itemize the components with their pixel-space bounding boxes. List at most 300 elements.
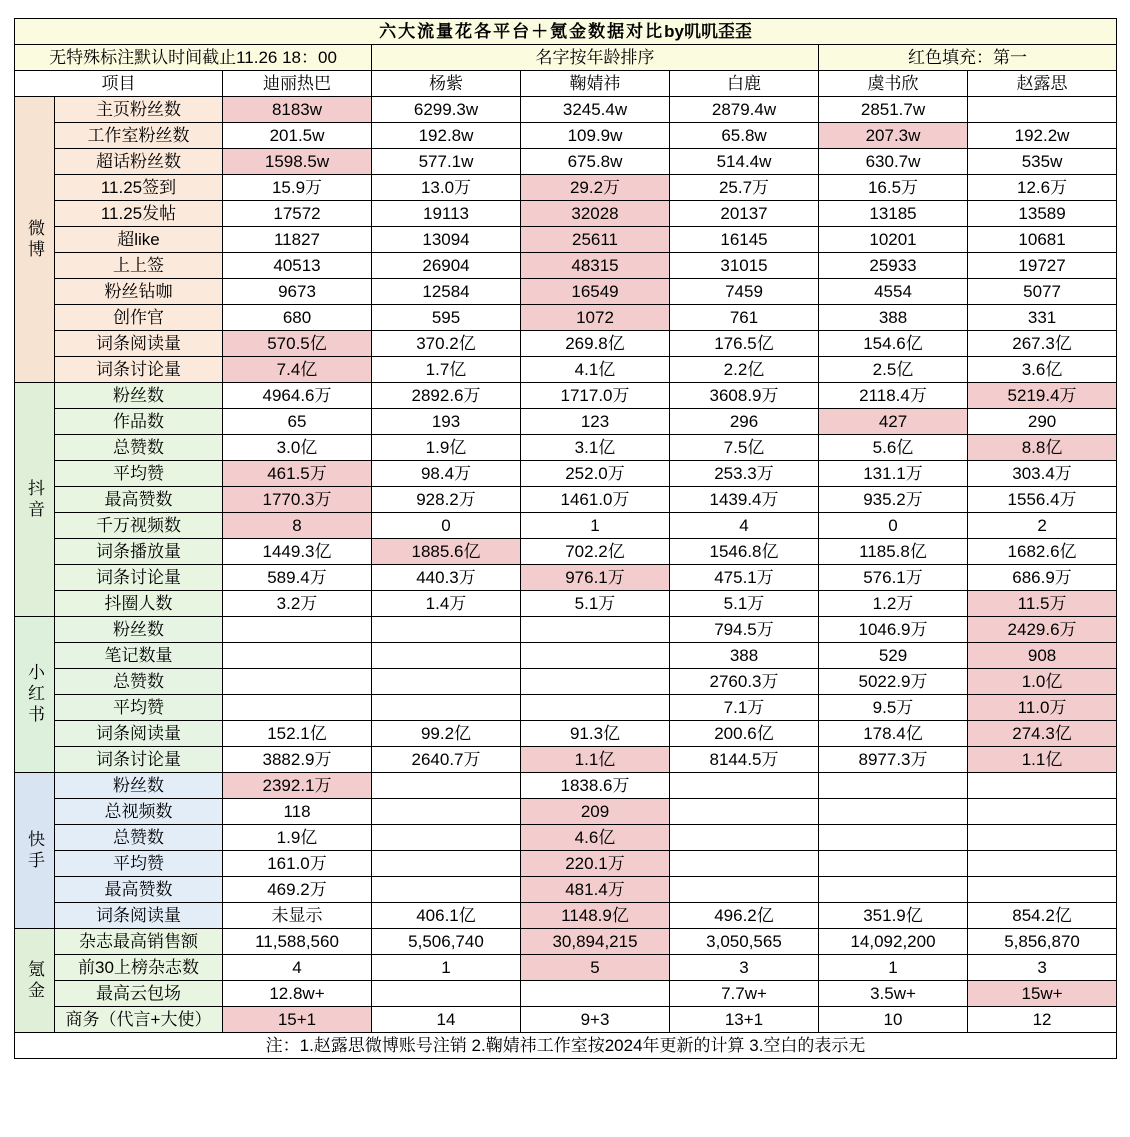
- cell-value: 1770.3万: [223, 487, 372, 513]
- row-item-label: 最高赞数: [55, 877, 223, 903]
- row-item-label: 总赞数: [55, 435, 223, 461]
- cell-value: 351.9亿: [819, 903, 968, 929]
- cell-value: 5.1万: [670, 591, 819, 617]
- cell-value: 496.2亿: [670, 903, 819, 929]
- row-item-label: 平均赞: [55, 461, 223, 487]
- group-label-4: 氪金: [15, 929, 55, 1033]
- cell-value: 201.5w: [223, 123, 372, 149]
- cell-value: 1: [372, 955, 521, 981]
- table-row: [15, 357, 1117, 383]
- cell-value: [819, 799, 968, 825]
- cell-value: [372, 695, 521, 721]
- cell-value: 630.7w: [819, 149, 968, 175]
- header-person-2: 鞠婧祎: [521, 71, 670, 97]
- cell-value: [670, 799, 819, 825]
- cell-value: 481.4万: [521, 877, 670, 903]
- cell-value: 1682.6亿: [968, 539, 1117, 565]
- cell-value: 1885.6亿: [372, 539, 521, 565]
- header-person-1: 杨紫: [372, 71, 521, 97]
- cell-value: 11,588,560: [223, 929, 372, 955]
- cell-value: 3.6亿: [968, 357, 1117, 383]
- cell-value: 1.7亿: [372, 357, 521, 383]
- cell-value: 4964.6万: [223, 383, 372, 409]
- cell-value: 1.0亿: [968, 669, 1117, 695]
- cell-value: 193: [372, 409, 521, 435]
- group-label-3: 快手: [15, 773, 55, 929]
- table-row: [15, 487, 1117, 513]
- cell-value: 589.4万: [223, 565, 372, 591]
- cell-value: 4: [670, 513, 819, 539]
- cell-value: 209: [521, 799, 670, 825]
- row-item-label: 商务（代言+大使）: [55, 1007, 223, 1033]
- cell-value: 1439.4万: [670, 487, 819, 513]
- group-label-1: 抖音: [15, 383, 55, 617]
- cell-value: [819, 851, 968, 877]
- cell-value: [968, 97, 1117, 123]
- cell-value: 13.0万: [372, 175, 521, 201]
- footer-note: 注：1.赵露思微博账号注销 2.鞠婧祎工作室按2024年更新的计算 3.空白的表示无: [15, 1033, 1117, 1059]
- comparison-table: [14, 18, 1117, 1059]
- row-item-label: 总视频数: [55, 799, 223, 825]
- cell-value: 5: [521, 955, 670, 981]
- table-row: [15, 227, 1117, 253]
- cell-value: [223, 669, 372, 695]
- cell-value: [372, 643, 521, 669]
- cell-value: 48315: [521, 253, 670, 279]
- cell-value: 98.4万: [372, 461, 521, 487]
- cell-value: 5022.9万: [819, 669, 968, 695]
- table-row: [15, 305, 1117, 331]
- cell-value: 15w+: [968, 981, 1117, 1007]
- cell-value: 427: [819, 409, 968, 435]
- cell-value: 4.1亿: [521, 357, 670, 383]
- cell-value: 91.3亿: [521, 721, 670, 747]
- row-item-label: 最高云包场: [55, 981, 223, 1007]
- table-row: [15, 981, 1117, 1007]
- row-item-label: 总赞数: [55, 669, 223, 695]
- table-row: [15, 201, 1117, 227]
- cell-value: 1838.6万: [521, 773, 670, 799]
- cell-value: 761: [670, 305, 819, 331]
- cell-value: 675.8w: [521, 149, 670, 175]
- cell-value: 1556.4万: [968, 487, 1117, 513]
- row-item-label: 笔记数量: [55, 643, 223, 669]
- cell-value: 2118.4万: [819, 383, 968, 409]
- cell-value: [521, 669, 670, 695]
- cell-value: 2640.7万: [372, 747, 521, 773]
- cell-value: 16549: [521, 279, 670, 305]
- cell-value: 296: [670, 409, 819, 435]
- row-item-label: 总赞数: [55, 825, 223, 851]
- cell-value: 65.8w: [670, 123, 819, 149]
- cell-value: 370.2亿: [372, 331, 521, 357]
- cell-value: 11827: [223, 227, 372, 253]
- table-row: [15, 331, 1117, 357]
- row-item-label: 平均赞: [55, 695, 223, 721]
- cell-value: 2.5亿: [819, 357, 968, 383]
- note-right: 红色填充：第一: [819, 45, 1117, 71]
- row-item-label: 11.25发帖: [55, 201, 223, 227]
- cell-value: 16145: [670, 227, 819, 253]
- table-row: [15, 799, 1117, 825]
- table-row: [15, 513, 1117, 539]
- cell-value: 1.9亿: [372, 435, 521, 461]
- cell-value: 40513: [223, 253, 372, 279]
- table-row: [15, 123, 1117, 149]
- cell-value: 577.1w: [372, 149, 521, 175]
- cell-value: 200.6亿: [670, 721, 819, 747]
- table-row: [15, 617, 1117, 643]
- table-row: [15, 253, 1117, 279]
- table-body: [15, 19, 1117, 1059]
- cell-value: 5,506,740: [372, 929, 521, 955]
- cell-value: 1: [819, 955, 968, 981]
- cell-value: 2892.6万: [372, 383, 521, 409]
- cell-value: [968, 799, 1117, 825]
- row-item-label: 粉丝钻咖: [55, 279, 223, 305]
- cell-value: 118: [223, 799, 372, 825]
- cell-value: 192.8w: [372, 123, 521, 149]
- footer-row: [15, 1033, 1117, 1059]
- table-row: [15, 695, 1117, 721]
- cell-value: 11.5万: [968, 591, 1117, 617]
- cell-value: 1148.9亿: [521, 903, 670, 929]
- cell-value: [223, 643, 372, 669]
- cell-value: 13094: [372, 227, 521, 253]
- row-item-label: 抖圈人数: [55, 591, 223, 617]
- cell-value: 5.6亿: [819, 435, 968, 461]
- table-row: [15, 383, 1117, 409]
- row-item-label: 作品数: [55, 409, 223, 435]
- table-row: [15, 539, 1117, 565]
- row-item-label: 最高赞数: [55, 487, 223, 513]
- row-item-label: 上上签: [55, 253, 223, 279]
- cell-value: 0: [819, 513, 968, 539]
- cell-value: 16.5万: [819, 175, 968, 201]
- cell-value: [372, 773, 521, 799]
- cell-value: [372, 617, 521, 643]
- cell-value: 207.3w: [819, 123, 968, 149]
- cell-value: [670, 877, 819, 903]
- cell-value: [968, 773, 1117, 799]
- cell-value: 123: [521, 409, 670, 435]
- row-item-label: 词条阅读量: [55, 331, 223, 357]
- cell-value: 未显示: [223, 903, 372, 929]
- row-item-label: 前30上榜杂志数: [55, 955, 223, 981]
- cell-value: 1598.5w: [223, 149, 372, 175]
- cell-value: 4.6亿: [521, 825, 670, 851]
- cell-value: [372, 981, 521, 1007]
- table-row: [15, 97, 1117, 123]
- cell-value: 9.5万: [819, 695, 968, 721]
- cell-value: 267.3亿: [968, 331, 1117, 357]
- cell-value: 461.5万: [223, 461, 372, 487]
- cell-value: 25933: [819, 253, 968, 279]
- header-person-4: 虞书欣: [819, 71, 968, 97]
- cell-value: 2879.4w: [670, 97, 819, 123]
- cell-value: 535w: [968, 149, 1117, 175]
- cell-value: 0: [372, 513, 521, 539]
- cell-value: 3: [670, 955, 819, 981]
- cell-value: 11.0万: [968, 695, 1117, 721]
- cell-value: 176.5亿: [670, 331, 819, 357]
- page-title: [15, 19, 1117, 45]
- row-item-label: 主页粉丝数: [55, 97, 223, 123]
- table-row: [15, 929, 1117, 955]
- cell-value: 7.4亿: [223, 357, 372, 383]
- cell-value: 5219.4万: [968, 383, 1117, 409]
- cell-value: 5.1万: [521, 591, 670, 617]
- table-row: [15, 851, 1117, 877]
- title-main: 六大流量花各平台＋氪金数据对比: [379, 22, 665, 41]
- row-item-label: 词条播放量: [55, 539, 223, 565]
- cell-value: 10681: [968, 227, 1117, 253]
- cell-value: 12584: [372, 279, 521, 305]
- cell-value: 65: [223, 409, 372, 435]
- cell-value: 3,050,565: [670, 929, 819, 955]
- cell-value: [670, 825, 819, 851]
- cell-value: [372, 851, 521, 877]
- cell-value: [968, 825, 1117, 851]
- group-label-0: 微博: [15, 97, 55, 383]
- cell-value: [521, 643, 670, 669]
- cell-value: 680: [223, 305, 372, 331]
- table-row: [15, 279, 1117, 305]
- cell-value: 178.4亿: [819, 721, 968, 747]
- cell-value: 388: [819, 305, 968, 331]
- header-person-0: 迪丽热巴: [223, 71, 372, 97]
- cell-value: [521, 617, 670, 643]
- header-person-3: 白鹿: [670, 71, 819, 97]
- cell-value: [521, 695, 670, 721]
- cell-value: 12: [968, 1007, 1117, 1033]
- cell-value: 2392.1万: [223, 773, 372, 799]
- cell-value: 7459: [670, 279, 819, 305]
- cell-value: 1717.0万: [521, 383, 670, 409]
- cell-value: 20137: [670, 201, 819, 227]
- cell-value: 6299.3w: [372, 97, 521, 123]
- cell-value: 3: [968, 955, 1117, 981]
- cell-value: [372, 669, 521, 695]
- cell-value: 5,856,870: [968, 929, 1117, 955]
- cell-value: 31015: [670, 253, 819, 279]
- cell-value: [819, 825, 968, 851]
- cell-value: 440.3万: [372, 565, 521, 591]
- cell-value: 1546.8亿: [670, 539, 819, 565]
- cell-value: 1461.0万: [521, 487, 670, 513]
- cell-value: 570.5亿: [223, 331, 372, 357]
- cell-value: 529: [819, 643, 968, 669]
- cell-value: 9673: [223, 279, 372, 305]
- cell-value: 475.1万: [670, 565, 819, 591]
- cell-value: 192.2w: [968, 123, 1117, 149]
- table-row: [15, 565, 1117, 591]
- cell-value: 7.1万: [670, 695, 819, 721]
- cell-value: 331: [968, 305, 1117, 331]
- cell-value: 32028: [521, 201, 670, 227]
- cell-value: 2429.6万: [968, 617, 1117, 643]
- title-byline: by叽叽歪歪: [664, 22, 752, 41]
- cell-value: 908: [968, 643, 1117, 669]
- cell-value: 469.2万: [223, 877, 372, 903]
- row-item-label: 粉丝数: [55, 773, 223, 799]
- cell-value: 154.6亿: [819, 331, 968, 357]
- cell-value: 1: [521, 513, 670, 539]
- row-item-label: 词条阅读量: [55, 721, 223, 747]
- cell-value: [521, 981, 670, 1007]
- row-item-label: 超话粉丝数: [55, 149, 223, 175]
- row-item-label: 词条阅读量: [55, 903, 223, 929]
- header-item-label: 项目: [15, 71, 223, 97]
- cell-value: [223, 695, 372, 721]
- cell-value: 1.1亿: [968, 747, 1117, 773]
- table-row: [15, 175, 1117, 201]
- cell-value: 14: [372, 1007, 521, 1033]
- cell-value: 1046.9万: [819, 617, 968, 643]
- cell-value: 25.7万: [670, 175, 819, 201]
- cell-value: 13+1: [670, 1007, 819, 1033]
- cell-value: 514.4w: [670, 149, 819, 175]
- table-row: [15, 409, 1117, 435]
- cell-value: 854.2亿: [968, 903, 1117, 929]
- row-item-label: 粉丝数: [55, 383, 223, 409]
- cell-value: 2.2亿: [670, 357, 819, 383]
- cell-value: 388: [670, 643, 819, 669]
- cell-value: 3608.9万: [670, 383, 819, 409]
- note-middle: 名字按年龄排序: [372, 45, 819, 71]
- table-row: [15, 435, 1117, 461]
- row-item-label: 粉丝数: [55, 617, 223, 643]
- table-row: [15, 955, 1117, 981]
- row-item-label: 11.25签到: [55, 175, 223, 201]
- cell-value: 8183w: [223, 97, 372, 123]
- cell-value: 5077: [968, 279, 1117, 305]
- cell-value: 2: [968, 513, 1117, 539]
- cell-value: 4554: [819, 279, 968, 305]
- cell-value: 13589: [968, 201, 1117, 227]
- cell-value: 8: [223, 513, 372, 539]
- cell-value: 9+3: [521, 1007, 670, 1033]
- cell-value: [372, 825, 521, 851]
- cell-value: [819, 877, 968, 903]
- cell-value: 595: [372, 305, 521, 331]
- table-row: [15, 643, 1117, 669]
- cell-value: 30,894,215: [521, 929, 670, 955]
- cell-value: 4: [223, 955, 372, 981]
- table-row: [15, 149, 1117, 175]
- cell-value: 576.1万: [819, 565, 968, 591]
- cell-value: 3.0亿: [223, 435, 372, 461]
- cell-value: 3.2万: [223, 591, 372, 617]
- cell-value: 8144.5万: [670, 747, 819, 773]
- cell-value: 14,092,200: [819, 929, 968, 955]
- cell-value: 252.0万: [521, 461, 670, 487]
- title-row: [15, 19, 1117, 45]
- cell-value: 3.5w+: [819, 981, 968, 1007]
- cell-value: 29.2万: [521, 175, 670, 201]
- cell-value: 3245.4w: [521, 97, 670, 123]
- cell-value: 26904: [372, 253, 521, 279]
- table-row: [15, 825, 1117, 851]
- row-item-label: 超like: [55, 227, 223, 253]
- cell-value: 220.1万: [521, 851, 670, 877]
- cell-value: 290: [968, 409, 1117, 435]
- header-row: [15, 71, 1117, 97]
- row-item-label: 词条讨论量: [55, 565, 223, 591]
- cell-value: 2760.3万: [670, 669, 819, 695]
- header-person-5: 赵露思: [968, 71, 1117, 97]
- row-item-label: 工作室粉丝数: [55, 123, 223, 149]
- cell-value: [968, 851, 1117, 877]
- table-row: [15, 721, 1117, 747]
- table-row: [15, 903, 1117, 929]
- cell-value: [670, 851, 819, 877]
- cell-value: 8977.3万: [819, 747, 968, 773]
- cell-value: 19727: [968, 253, 1117, 279]
- cell-value: 131.1万: [819, 461, 968, 487]
- cell-value: 99.2亿: [372, 721, 521, 747]
- cell-value: 10: [819, 1007, 968, 1033]
- cell-value: 161.0万: [223, 851, 372, 877]
- cell-value: 1.9亿: [223, 825, 372, 851]
- cell-value: 1.1亿: [521, 747, 670, 773]
- table-row: [15, 773, 1117, 799]
- cell-value: 2851.7w: [819, 97, 968, 123]
- cell-value: 3.1亿: [521, 435, 670, 461]
- cell-value: 12.6万: [968, 175, 1117, 201]
- cell-value: 274.3亿: [968, 721, 1117, 747]
- note-left: 无特殊标注默认时间截止11.26 18：00: [15, 45, 372, 71]
- row-item-label: 词条讨论量: [55, 357, 223, 383]
- table-row: [15, 747, 1117, 773]
- table-row: [15, 1007, 1117, 1033]
- cell-value: 269.8亿: [521, 331, 670, 357]
- table-row: [15, 591, 1117, 617]
- cell-value: 17572: [223, 201, 372, 227]
- cell-value: 686.9万: [968, 565, 1117, 591]
- cell-value: 253.3万: [670, 461, 819, 487]
- cell-value: 1449.3亿: [223, 539, 372, 565]
- row-item-label: 词条讨论量: [55, 747, 223, 773]
- cell-value: [372, 799, 521, 825]
- cell-value: 935.2万: [819, 487, 968, 513]
- cell-value: 1.2万: [819, 591, 968, 617]
- group-label-2: 小红书: [15, 617, 55, 773]
- cell-value: [223, 617, 372, 643]
- cell-value: 10201: [819, 227, 968, 253]
- cell-value: 12.8w+: [223, 981, 372, 1007]
- notes-row: [15, 45, 1117, 71]
- cell-value: 794.5万: [670, 617, 819, 643]
- table-row: [15, 877, 1117, 903]
- cell-value: 8.8亿: [968, 435, 1117, 461]
- cell-value: [670, 773, 819, 799]
- row-item-label: 平均赞: [55, 851, 223, 877]
- cell-value: 7.7w+: [670, 981, 819, 1007]
- row-item-label: 杂志最高销售额: [55, 929, 223, 955]
- table-row: [15, 461, 1117, 487]
- cell-value: 15.9万: [223, 175, 372, 201]
- cell-value: 3882.9万: [223, 747, 372, 773]
- cell-value: [372, 877, 521, 903]
- cell-value: 928.2万: [372, 487, 521, 513]
- row-item-label: 创作官: [55, 305, 223, 331]
- row-item-label: 千万视频数: [55, 513, 223, 539]
- cell-value: [968, 877, 1117, 903]
- cell-value: 976.1万: [521, 565, 670, 591]
- cell-value: 19113: [372, 201, 521, 227]
- table-row: [15, 669, 1117, 695]
